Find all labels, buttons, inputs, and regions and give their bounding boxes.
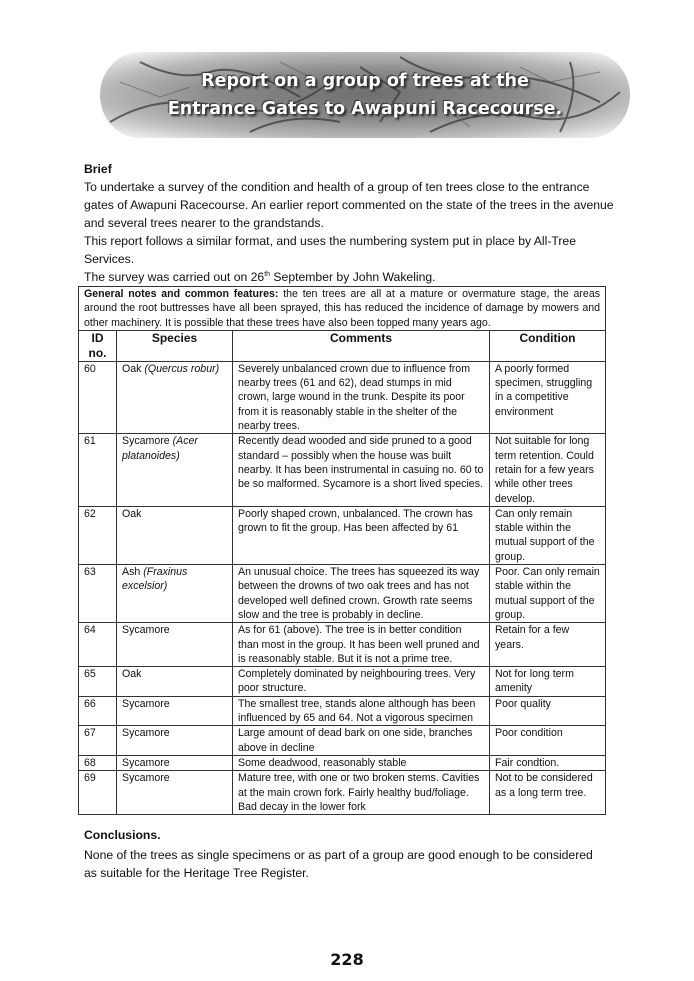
- species-latin-name: (Quercus robur): [144, 362, 220, 375]
- tree-id-cell: 64: [79, 623, 117, 667]
- condition-cell: Poor condition: [490, 726, 606, 756]
- tree-id-cell: 67: [79, 726, 117, 756]
- comments-cell: Some deadwood, reasonably stable: [233, 755, 490, 770]
- species-common-name: Ash: [122, 566, 144, 579]
- tree-id-cell: 63: [79, 565, 117, 623]
- comments-cell: Recently dead wooded and side pruned to a good standard – possibly when the house was built nearby. It has been instrumental in casuing no. 60 to be so malformed. Sycamore is a short lived species.: [233, 434, 490, 506]
- column-header-comments: Comments: [233, 330, 490, 361]
- brief-body: [84, 178, 614, 286]
- table-header-row: [79, 330, 606, 361]
- condition-cell: Not suitable for long term retention. Could retain for a few years while other trees develop.: [490, 434, 606, 506]
- species-common-name: Sycamore: [122, 697, 170, 710]
- species-cell: [117, 755, 233, 770]
- banner-title-line2: Entrance Gates to Awapuni Racecourse.: [167, 99, 563, 119]
- species-common-name: Sycamore: [122, 624, 170, 637]
- brief-paragraph: This report follows a similar format, and uses the numbering system put in place by All-Tree Services.: [84, 234, 576, 266]
- comments-cell: As for 61 (above). The tree is in better condition than most in the group. It has been well pruned and is reasonably stable. But it is not a prime tree.: [233, 623, 490, 667]
- banner-title-line1: Report on a group of trees at the: [201, 71, 529, 91]
- survey-author-text: September by John Wakeling.: [270, 270, 436, 284]
- table-row: [79, 771, 606, 815]
- species-common-name: Oak: [122, 668, 142, 681]
- condition-cell: Can only remain stable within the mutual support of the group.: [490, 506, 606, 564]
- species-cell: [117, 726, 233, 756]
- general-notes-label: General notes and common features:: [84, 288, 279, 300]
- title-banner: [100, 52, 630, 138]
- condition-cell: Retain for a few years.: [490, 623, 606, 667]
- brief-heading: Brief: [84, 162, 112, 176]
- condition-cell: Poor quality: [490, 696, 606, 726]
- species-cell: [117, 667, 233, 697]
- species-common-name: Oak: [122, 362, 145, 375]
- tree-id-cell: 65: [79, 667, 117, 697]
- brief-paragraph: To undertake a survey of the condition and health of a group of ten trees close to the entrance gates of Awapuni Racecourse. An earlier report commented on the state of the trees in the avenue and several trees nearer to the grandstands.: [84, 180, 614, 230]
- species-cell: [117, 771, 233, 815]
- species-latin-name: (Acer platanoides): [122, 435, 198, 462]
- species-common-name: Sycamore: [122, 727, 170, 740]
- column-header-species: Species: [117, 330, 233, 361]
- comments-cell: Completely dominated by neighbouring trees. Very poor structure.: [233, 667, 490, 697]
- species-common-name: Oak: [122, 507, 142, 520]
- tree-id-cell: 68: [79, 755, 117, 770]
- column-header-condition: Condition: [490, 330, 606, 361]
- brief-paragraph: [84, 268, 614, 286]
- species-common-name: Sycamore: [122, 772, 170, 785]
- comments-cell: Poorly shaped crown, unbalanced. The crown has grown to fit the group. Has been affected by 61: [233, 506, 490, 564]
- condition-cell: A poorly formed specimen, struggling in a competitive environment: [490, 361, 606, 433]
- table-row: [79, 565, 606, 623]
- tree-id-cell: 66: [79, 696, 117, 726]
- condition-cell: Not to be considered as a long term tree.: [490, 771, 606, 815]
- species-cell: [117, 434, 233, 506]
- condition-cell: Poor. Can only remain stable within the mutual support of the group.: [490, 565, 606, 623]
- table-row: [79, 434, 606, 506]
- conclusions-text: None of the trees as single specimens or as part of a group are good enough to be considered as suitable for the Heritage Tree Register.: [84, 848, 593, 880]
- species-common-name: Sycamore: [122, 756, 170, 769]
- general-notes-row: [79, 287, 606, 331]
- species-cell: [117, 565, 233, 623]
- ordinal-suffix: th: [264, 271, 271, 278]
- banner-title: [100, 52, 630, 138]
- general-notes-text: the ten trees are all at a mature or overmature stage, the areas around the root buttresses have all been sprayed, this has reduced the incidence of damage by mowers and other machinery. It is possible that these trees have also been topped many years ago.: [84, 288, 601, 329]
- table-row: [79, 726, 606, 756]
- tree-id-cell: 61: [79, 434, 117, 506]
- general-notes-cell: [79, 287, 606, 331]
- table-row: [79, 506, 606, 564]
- species-latin-name: (Fraxinus excelsior): [122, 566, 188, 593]
- comments-cell: Large amount of dead bark on one side, branches above in decline: [233, 726, 490, 756]
- column-header-id: ID no.: [79, 330, 117, 361]
- tree-id-cell: 69: [79, 771, 117, 815]
- tree-id-cell: 62: [79, 506, 117, 564]
- table-row: [79, 361, 606, 433]
- species-cell: [117, 696, 233, 726]
- comments-cell: Severely unbalanced crown due to influence from nearby trees (61 and 62), dead stumps in mid crown, large wound in the trunk. Despite its poor from it is reasonably stable in the shelter of the nearby trees.: [233, 361, 490, 433]
- table-row: [79, 755, 606, 770]
- species-cell: [117, 623, 233, 667]
- condition-cell: Fair condtion.: [490, 755, 606, 770]
- table-row: [79, 667, 606, 697]
- tree-survey-table: [78, 286, 606, 815]
- survey-date-text: The survey was carried out on 26: [84, 270, 265, 284]
- comments-cell: The smallest tree, stands alone although has been influenced by 65 and 64. Not a vigorous specimen: [233, 696, 490, 726]
- comments-cell: An unusual choice. The trees has squeezed its way between the drowns of two oak trees and has not developed well defined crown. Growth rate seems slow and the tree is probably in decline.: [233, 565, 490, 623]
- page-number: 228: [330, 950, 364, 969]
- comments-cell: Mature tree, with one or two broken stems. Cavities at the main crown fork. Fairly healthy bud/foliage. Bad decay in the lower fork: [233, 771, 490, 815]
- species-cell: [117, 506, 233, 564]
- species-cell: [117, 361, 233, 433]
- table-row: [79, 623, 606, 667]
- tree-id-cell: 60: [79, 361, 117, 433]
- conclusions-heading: Conclusions.: [84, 828, 161, 842]
- table-row: [79, 696, 606, 726]
- condition-cell: Not for long term amenity: [490, 667, 606, 697]
- species-common-name: Sycamore: [122, 435, 173, 448]
